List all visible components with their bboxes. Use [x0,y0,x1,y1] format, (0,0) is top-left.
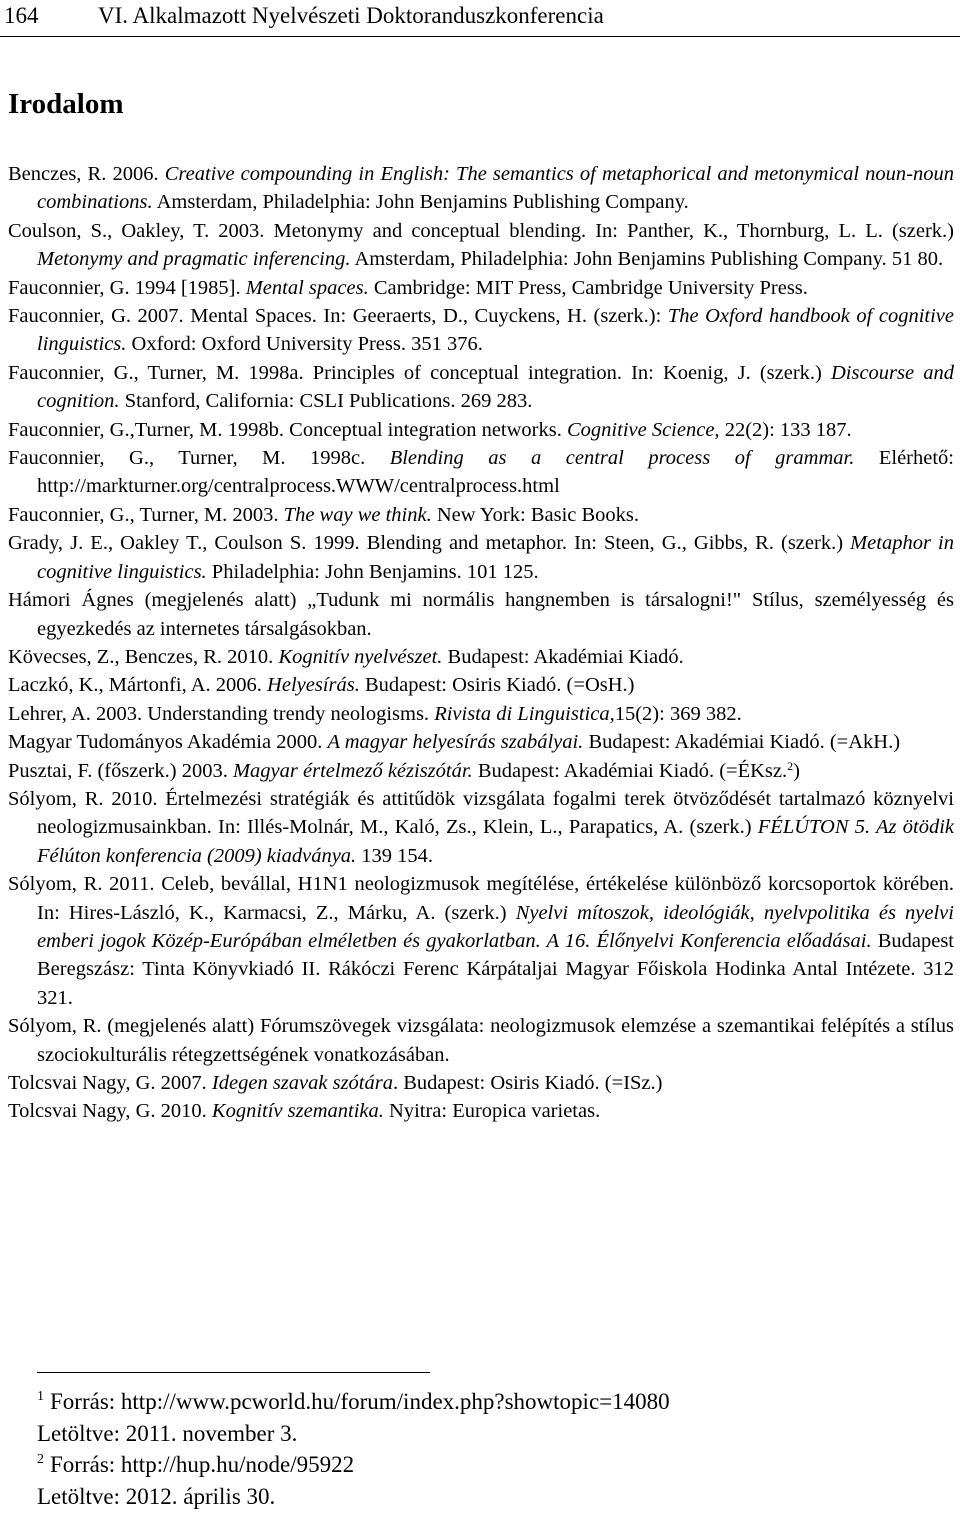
reference-text: Oxford: Oxford University Press. 351 376. [126,333,483,356]
reference-text: 22(2): 133 187. [719,418,852,441]
reference-title: Nyelvi mítoszok, ideológiák, nyelvpolitika és nyelvi emberi jogok Közép-Európában elméletben és gyakorlatban. A 16. Élőnyelvi Konferencia előadásai. [37,901,954,952]
reference-text: Budapest: Akadémiai Kiadó. [442,645,684,668]
reference-title: Idegen szavak szótára [211,1072,393,1094]
reference-text: 15(2): 369 382. [614,702,742,725]
reference-text: Fauconnier, G., Turner, M. 1998c. [8,447,390,470]
reference-title: Kognitív szemantika. [211,1100,384,1123]
reference-text: Philadelphia: John Benjamins. 101 125. [206,560,539,583]
reference-entry [8,1012,954,1069]
reference-text: Magyar Tudományos Akadémia 2000. [8,731,328,754]
reference-title: FÉLÚTON 5. Az ötödik Félúton konferencia (2009) kiadványa. [37,816,954,867]
reference-title: The way we think. [283,503,432,526]
reference-title: Blending as a central process of grammar. [389,447,855,470]
reference-text: Pusztai, F. (főszerk.) 2003. [8,759,233,782]
reference-title: Kognitív nyelvészet. [278,645,443,668]
reference-entry [8,359,954,416]
reference-text: Amsterdam, Philadelphia: John Benjamins Publishing Company. [152,191,689,214]
reference-text: Coulson, S., Oakley, T. 2003. Metonymy and conceptual blending. In: Panther, K., Thornburg, L. L. (szerk.) [8,219,954,242]
footnote-source: Forrás: http://www.pcworld.hu/forum/index.php?showtopic=14080 [50,1389,670,1414]
running-title: VI. Alkalmazott Nyelvészeti Doktoranduszkonferencia [98,3,604,28]
footnote-2 [37,1449,937,1481]
reference-entry [8,529,954,586]
reference-entry [8,302,954,359]
reference-entry [8,671,954,699]
reference-entry [8,1097,954,1125]
reference-text: Sólyom, R. (megjelenés alatt) Fórumszövegek vizsgálata: neologizmusok elemzése a szemantikai felépítés a stílus szociokulturális rétegzettségének vonatkozásában. [8,1015,954,1066]
reference-text: Budapest: Akadémiai Kiadó. (=AkH.) [583,731,901,754]
footnote-ref-marker: 2 [787,758,794,773]
reference-text: New York: Basic Books. [431,503,640,526]
reference-text: Elérhető: http://markturner.org/centralprocess.WWW/centralprocess.html [37,447,954,498]
reference-text: Sólyom, R. 2011. Celeb, bevállal, H1N1 neologizmusok megítélése, értékelése különböző korcsoportok körében. In: Hires-László, K., Karmacsi, Z., Márku, A. (szerk.) [8,873,954,924]
reference-text: Hámori Ágnes (megjelenés alatt) „Tudunk mi normális hangnemben is társalogni!" Stílus, személyesség és egyezkedés az internetes társalgásokban. [8,589,954,640]
reference-text: Cambridge: MIT Press, Cambridge University Press. [368,276,808,299]
reference-text: Benczes, R. 2006. [8,163,165,185]
reference-title: Creative compounding in English: The semantics of metaphorical and metonymical noun-noun combinations. [37,163,954,214]
footnote-2-download: Letöltve: 2012. április 30. [37,1483,276,1509]
reference-entry [8,1069,954,1097]
reference-entry [8,160,954,217]
reference-text: 139 154. [356,844,434,867]
footnote-marker: 2 [37,1452,44,1468]
reference-entry [8,217,954,274]
reference-entry [8,416,954,444]
reference-text: Sólyom, R. 2010. Értelmezési stratégiák és attitűdök vizsgálata fogalmi terek ötvöződését tartalmazó köznyelvi neologizmusainkban. In: Illés-Molnár, M., Kaló, Zs., Klein, L., Parapatics, A. (szerk.) [8,787,954,839]
reference-entry [8,586,954,643]
reference-text: Fauconnier, G., Turner, M. 2003. [8,503,284,526]
reference-text: Budapest: Osiris Kiadó. (=OsH.) [359,674,635,697]
reference-text: Fauconnier, G., Turner, M. 1998a. Principles of conceptual integration. In: Koenig, J. (szerk.) [8,361,831,384]
reference-text: Amsterdam, Philadelphia: John Benjamins Publishing Company. 51 80. [350,248,944,271]
footnote-source: Forrás: http://hup.hu/node/95922 [50,1452,355,1478]
reference-title: Discourse and cognition. [37,361,954,413]
reference-text: ) [793,759,800,782]
reference-text: Tolcsvai Nagy, G. 2007. [8,1072,212,1094]
reference-title: Helyesírás. [267,674,360,697]
reference-title: Metaphor in cognitive linguistics. [37,532,954,583]
reference-entry [8,757,954,785]
section-title: Irodalom [8,88,124,120]
reference-text: Fauconnier, G.,Turner, M. 1998b. Conceptual integration networks. [8,418,567,441]
reference-title: Metonymy and pragmatic inferencing. [37,248,351,271]
reference-text: Tolcsvai Nagy, G. 2010. [8,1100,212,1123]
reference-text: Stanford, California: CSLI Publications. 269 283. [119,390,533,413]
reference-entry [8,728,954,756]
reference-text: Kövecses, Z., Benczes, R. 2010. [8,645,279,668]
reference-text: Nyitra: Europica varietas. [383,1100,601,1123]
reference-entry [8,700,954,728]
reference-text: Budapest: Akadémiai Kiadó. (=ÉKsz. [472,759,788,782]
reference-title: The Oxford handbook of cognitive linguistics. [37,305,954,356]
footnote-1-download: Letöltve: 2011. november 3. [37,1420,298,1446]
reference-text: Budapest Beregszász: Tinta Könyvkiadó II. Rákóczi Ferenc Kárpátaljai Magyar Főiskola Hodinka Antal Intézete. 312 321. [37,929,954,1009]
reference-text: Fauconnier, G. 2007. Mental Spaces. In: Geeraerts, D., Cuyckens, H. (szerk.): [8,305,668,328]
reference-title: Rivista di Linguistica, [434,702,615,725]
reference-title: Cognitive Science, [567,418,720,441]
reference-title: Magyar értelmező kéziszótár. [232,759,473,782]
reference-title: A magyar helyesírás szabályai. [327,731,584,754]
running-header [0,0,960,37]
reference-entry [8,785,954,870]
footnote-separator [37,1372,430,1373]
footnote-1 [37,1386,937,1418]
reference-text: Grady, J. E., Oakley T., Coulson S. 1999. Blending and metaphor. In: Steen, G., Gibbs, R. (szerk.) [8,532,851,555]
reference-entry [8,643,954,671]
reference-title: Mental spaces. [245,276,369,299]
reference-text: . Budapest: Osiris Kiadó. (=ISz.) [392,1072,663,1094]
reference-list [8,160,954,1126]
reference-entry [8,501,954,529]
reference-text: Laczkó, K., Mártonfi, A. 2006. [8,674,268,697]
reference-entry [8,870,954,1012]
reference-text: Fauconnier, G. 1994 [1985]. [8,276,246,299]
footnote-marker: 1 [37,1389,44,1404]
reference-entry [8,444,954,501]
reference-entry [8,274,954,302]
footnotes [37,1386,937,1512]
reference-text: Lehrer, A. 2003. Understanding trendy neologisms. [8,702,435,725]
page-number: 164 [4,3,39,28]
